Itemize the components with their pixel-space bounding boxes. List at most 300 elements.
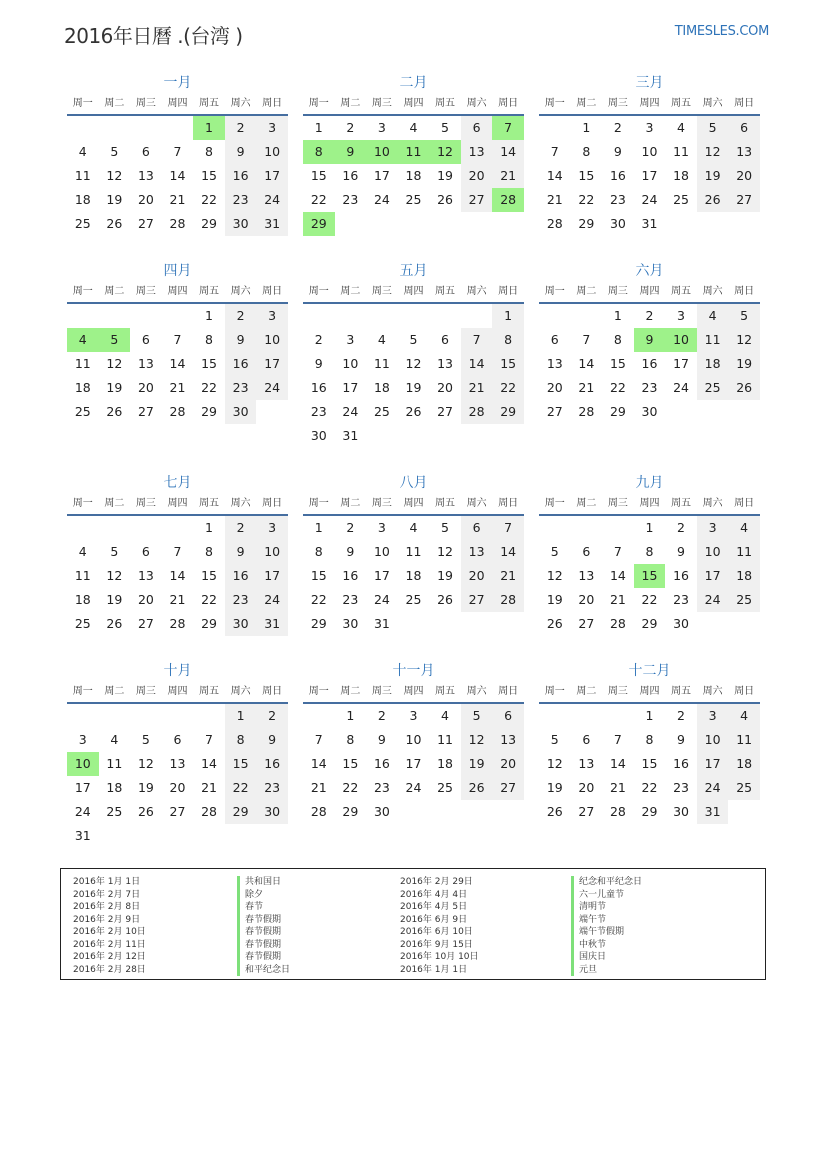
day-cell: 4 — [441, 708, 449, 723]
month-calendar — [303, 72, 524, 236]
empty-cell — [67, 516, 99, 540]
empty-cell — [602, 516, 634, 540]
day-cell: 23 — [641, 380, 658, 395]
day-cell: 19 — [106, 592, 123, 607]
day-cell: 3 — [256, 116, 288, 140]
day-cell: 27 — [137, 216, 154, 231]
day-cell: 14 — [578, 356, 595, 371]
weekday-label: 周四 — [403, 286, 424, 297]
day-cell: 17 — [74, 780, 91, 795]
site-link[interactable]: TIMESLES.COM — [674, 24, 769, 39]
day-cell: 18 — [405, 568, 422, 583]
day-cell: 23 — [256, 776, 288, 800]
days-grid — [539, 304, 760, 424]
weekday-label: 周六 — [230, 686, 251, 697]
day-cell: 31 — [256, 612, 288, 636]
day-cell: 30 — [256, 800, 288, 824]
day-cell: 28 — [578, 404, 595, 419]
day-cell: 19 — [106, 380, 123, 395]
day-cell: 27 — [169, 804, 186, 819]
weekday-label: 周五 — [671, 98, 692, 109]
day-cell: 8 — [205, 332, 213, 347]
day-cell: 31 — [373, 616, 390, 631]
day-cell: 21 — [169, 380, 186, 395]
month-title: 八月 — [399, 475, 428, 491]
day-cell: 2 — [677, 708, 685, 723]
month-title: 三月 — [635, 75, 664, 91]
day-cell: 22 — [641, 780, 658, 795]
holiday-date: 2016年 2月 9日 — [73, 914, 141, 925]
holiday-name: 春节假期 — [237, 939, 290, 952]
day-cell: 29 — [641, 804, 658, 819]
day-cell: 27 — [578, 804, 595, 819]
day-cell: 12 — [437, 544, 453, 559]
holiday-date: 2016年 2月 12日 — [73, 952, 146, 962]
day-cell: 7 — [173, 332, 182, 347]
weekday-label: 周一 — [308, 286, 329, 297]
empty-cell — [539, 516, 571, 540]
day-cell: 12 — [546, 756, 563, 771]
holiday-name: 春节假期 — [237, 914, 290, 927]
day-cell: 29 — [609, 404, 626, 419]
weekday-label: 周六 — [230, 286, 251, 297]
weekday-label: 周日 — [498, 98, 519, 109]
days-grid — [67, 304, 288, 424]
holiday-day-cell: 28 — [492, 188, 524, 212]
day-cell: 29 — [201, 404, 217, 419]
day-cell: 21 — [578, 380, 595, 395]
holiday-names-column-2 — [571, 876, 642, 976]
day-cell: 12 — [697, 140, 729, 164]
day-cell: 15 — [641, 756, 658, 771]
empty-cell — [130, 704, 162, 728]
weekday-label: 周二 — [340, 686, 361, 697]
weekday-label: 周日 — [262, 498, 283, 509]
day-cell: 26 — [106, 404, 123, 419]
day-cell: 18 — [728, 752, 760, 776]
days-grid — [539, 516, 760, 636]
day-cell: 10 — [373, 544, 390, 559]
weekday-label: 周五 — [671, 498, 692, 509]
days-grid — [67, 116, 288, 236]
empty-cell — [398, 304, 430, 328]
day-cell: 21 — [310, 780, 327, 795]
weekday-header — [303, 494, 524, 516]
day-cell: 16 — [225, 564, 257, 588]
day-cell: 7 — [173, 144, 182, 159]
day-cell: 29 — [578, 216, 595, 231]
day-cell: 5 — [461, 704, 493, 728]
day-cell: 11 — [673, 144, 689, 159]
day-cell: 19 — [546, 780, 563, 795]
weekday-header — [67, 494, 288, 516]
day-cell: 9 — [225, 540, 257, 564]
holiday-day-cell: 11 — [398, 140, 430, 164]
day-cell: 4 — [697, 304, 729, 328]
empty-cell — [130, 304, 162, 328]
holiday-name: 端午节假期 — [571, 926, 642, 939]
month-title: 七月 — [163, 475, 192, 491]
day-cell: 8 — [346, 732, 355, 747]
day-cell: 3 — [346, 332, 355, 347]
day-cell: 14 — [609, 568, 626, 583]
day-cell: 18 — [373, 380, 390, 395]
day-cell: 23 — [342, 192, 359, 207]
weekday-label: 周五 — [671, 286, 692, 297]
day-cell: 18 — [697, 352, 729, 376]
weekday-label: 周日 — [498, 498, 519, 509]
day-cell: 15 — [201, 568, 217, 583]
weekday-label: 周五 — [671, 686, 692, 697]
day-cell: 9 — [256, 728, 288, 752]
month-title: 六月 — [635, 263, 664, 279]
day-cell: 12 — [106, 168, 123, 183]
empty-cell — [162, 516, 194, 540]
weekday-label: 周五 — [435, 286, 456, 297]
day-cell: 14 — [169, 356, 186, 371]
weekday-label: 周三 — [371, 286, 392, 297]
day-cell: 1 — [645, 708, 654, 723]
day-cell: 25 — [405, 592, 422, 607]
day-cell: 1 — [582, 120, 591, 135]
weekday-label: 周三 — [371, 98, 392, 109]
day-cell: 4 — [409, 120, 418, 135]
holiday-date: 2016年 1月 1日 — [400, 964, 468, 975]
day-cell: 23 — [673, 592, 689, 607]
holiday-name: 端午节 — [571, 914, 642, 927]
weekday-label: 周一 — [308, 98, 329, 109]
weekday-label: 周五 — [199, 98, 220, 109]
day-cell: 17 — [256, 164, 288, 188]
weekday-label: 周三 — [135, 686, 156, 697]
day-cell: 15 — [310, 568, 327, 583]
day-cell: 1 — [314, 120, 323, 135]
day-cell: 20 — [137, 592, 154, 607]
holiday-date: 2016年 6月 9日 — [400, 914, 468, 925]
day-cell: 20 — [728, 164, 760, 188]
day-cell: 29 — [342, 804, 359, 819]
day-cell: 28 — [310, 804, 327, 819]
day-cell: 21 — [461, 376, 493, 400]
day-cell: 12 — [728, 328, 760, 352]
weekday-label: 周六 — [230, 98, 251, 109]
holiday-day-cell: 5 — [99, 328, 131, 352]
day-cell: 29 — [201, 616, 217, 631]
day-cell: 19 — [697, 164, 729, 188]
month-calendar — [539, 260, 760, 424]
day-cell: 15 — [492, 352, 524, 376]
days-grid — [303, 304, 524, 448]
day-cell: 21 — [609, 592, 626, 607]
day-cell: 23 — [673, 780, 689, 795]
day-cell: 16 — [342, 568, 359, 583]
month-title: 五月 — [399, 263, 428, 279]
weekday-label: 周三 — [371, 498, 392, 509]
day-cell: 24 — [405, 780, 422, 795]
day-cell: 16 — [609, 168, 626, 183]
day-cell: 7 — [492, 516, 524, 540]
day-cell: 6 — [141, 144, 150, 159]
day-cell: 19 — [546, 592, 563, 607]
weekday-label: 周一 — [308, 686, 329, 697]
weekday-label: 周三 — [371, 686, 392, 697]
day-cell: 4 — [728, 516, 760, 540]
day-cell: 10 — [342, 356, 359, 371]
day-cell: 19 — [437, 168, 453, 183]
weekday-label: 周日 — [734, 98, 755, 109]
day-cell: 7 — [613, 544, 622, 559]
day-cell: 20 — [437, 380, 453, 395]
day-cell: 16 — [673, 568, 689, 583]
day-cell: 17 — [256, 564, 288, 588]
holiday-date: 2016年 4月 4日 — [400, 889, 468, 900]
weekday-label: 周二 — [340, 498, 361, 509]
holiday-day-cell: 29 — [303, 212, 335, 236]
day-cell: 6 — [173, 732, 182, 747]
day-cell: 1 — [346, 708, 355, 723]
weekday-label: 周一 — [72, 286, 93, 297]
day-cell: 20 — [492, 752, 524, 776]
weekday-label: 周一 — [72, 498, 93, 509]
day-cell: 31 — [342, 428, 359, 443]
day-cell: 3 — [377, 520, 386, 535]
day-cell: 5 — [550, 544, 559, 559]
weekday-label: 周一 — [72, 686, 93, 697]
day-cell: 12 — [546, 568, 563, 583]
day-cell: 12 — [137, 756, 154, 771]
day-cell: 25 — [728, 588, 760, 612]
day-cell: 2 — [225, 516, 257, 540]
day-cell: 30 — [641, 404, 658, 419]
day-cell: 27 — [492, 776, 524, 800]
day-cell: 1 — [492, 304, 524, 328]
day-cell: 26 — [437, 592, 453, 607]
empty-cell — [571, 704, 603, 728]
day-cell: 3 — [256, 516, 288, 540]
holiday-day-cell: 10 — [67, 752, 99, 776]
weekday-label: 周三 — [607, 686, 628, 697]
day-cell: 4 — [677, 120, 685, 135]
holiday-date: 2016年 2月 29日 — [400, 877, 473, 887]
day-cell: 23 — [225, 188, 257, 212]
day-cell: 1 — [205, 308, 213, 323]
day-cell: 19 — [106, 192, 123, 207]
weekday-label: 周日 — [734, 686, 755, 697]
weekday-label: 周二 — [576, 498, 597, 509]
day-cell: 3 — [377, 120, 386, 135]
day-cell: 9 — [314, 356, 323, 371]
day-cell: 17 — [697, 752, 729, 776]
weekday-header — [539, 282, 760, 304]
day-cell: 8 — [613, 332, 622, 347]
day-cell: 3 — [409, 708, 418, 723]
day-cell: 18 — [728, 564, 760, 588]
weekday-label: 周一 — [544, 98, 565, 109]
day-cell: 27 — [578, 616, 595, 631]
day-cell: 6 — [461, 516, 493, 540]
holiday-day-cell: 9 — [335, 140, 367, 164]
weekday-label: 周日 — [262, 686, 283, 697]
empty-cell — [99, 704, 131, 728]
day-cell: 24 — [256, 588, 288, 612]
day-cell: 30 — [225, 612, 257, 636]
month-title: 九月 — [635, 475, 664, 491]
day-cell: 4 — [377, 332, 386, 347]
weekday-label: 周四 — [167, 498, 188, 509]
day-cell: 14 — [461, 352, 493, 376]
empty-cell — [539, 116, 571, 140]
day-cell: 28 — [492, 588, 524, 612]
day-cell: 19 — [728, 352, 760, 376]
empty-cell — [99, 116, 131, 140]
day-cell: 1 — [205, 520, 213, 535]
day-cell: 27 — [728, 188, 760, 212]
day-cell: 13 — [492, 728, 524, 752]
day-cell: 13 — [137, 568, 154, 583]
day-cell: 24 — [373, 192, 390, 207]
day-cell: 25 — [74, 216, 91, 231]
page-title: 2016年日曆 .(台湾 ) — [64, 24, 243, 48]
day-cell: 22 — [201, 380, 217, 395]
weekday-label: 周五 — [199, 498, 220, 509]
day-cell: 18 — [74, 380, 91, 395]
weekday-label: 周三 — [135, 286, 156, 297]
day-cell: 22 — [641, 592, 658, 607]
day-cell: 9 — [346, 544, 355, 559]
day-cell: 21 — [492, 564, 524, 588]
weekday-label: 周日 — [262, 286, 283, 297]
day-cell: 31 — [697, 800, 729, 824]
weekday-label: 周一 — [544, 686, 565, 697]
day-cell: 17 — [373, 568, 390, 583]
day-cell: 23 — [225, 588, 257, 612]
day-cell: 6 — [141, 544, 150, 559]
day-cell: 17 — [641, 168, 658, 183]
weekday-label: 周三 — [135, 498, 156, 509]
weekday-label: 周五 — [435, 686, 456, 697]
holiday-name: 除夕 — [237, 889, 290, 902]
day-cell: 16 — [673, 756, 689, 771]
day-cell: 30 — [225, 212, 257, 236]
weekday-label: 周一 — [308, 498, 329, 509]
day-cell: 11 — [373, 356, 390, 371]
day-cell: 24 — [697, 776, 729, 800]
weekday-label: 周一 — [72, 98, 93, 109]
day-cell: 8 — [582, 144, 591, 159]
day-cell: 29 — [492, 400, 524, 424]
day-cell: 8 — [645, 544, 654, 559]
days-grid — [303, 704, 524, 824]
day-cell: 21 — [492, 164, 524, 188]
day-cell: 15 — [225, 752, 257, 776]
day-cell: 26 — [461, 776, 493, 800]
day-cell: 24 — [256, 376, 288, 400]
day-cell: 25 — [74, 404, 91, 419]
day-cell: 27 — [137, 404, 154, 419]
day-cell: 28 — [461, 400, 493, 424]
day-cell: 2 — [225, 116, 257, 140]
day-cell: 27 — [461, 188, 493, 212]
day-cell: 21 — [169, 592, 186, 607]
weekday-header — [539, 94, 760, 116]
weekday-label: 周六 — [702, 498, 723, 509]
day-cell: 28 — [201, 804, 217, 819]
month-calendar — [539, 660, 760, 824]
holiday-name: 春节 — [237, 901, 290, 914]
day-cell: 6 — [441, 332, 449, 347]
day-cell: 17 — [373, 168, 390, 183]
day-cell: 6 — [550, 332, 559, 347]
weekday-label: 周二 — [576, 98, 597, 109]
day-cell: 1 — [314, 520, 323, 535]
empty-cell — [539, 304, 571, 328]
day-cell: 9 — [377, 732, 386, 747]
day-cell: 23 — [609, 192, 626, 207]
day-cell: 11 — [697, 328, 729, 352]
empty-cell — [67, 116, 99, 140]
holiday-date: 2016年 9月 15日 — [400, 939, 473, 950]
empty-cell — [429, 304, 461, 328]
day-cell: 4 — [78, 544, 87, 559]
day-cell: 10 — [697, 728, 729, 752]
day-cell: 7 — [173, 544, 182, 559]
empty-cell — [303, 304, 335, 328]
day-cell: 5 — [441, 520, 449, 535]
holiday-date: 2016年 2月 11日 — [73, 939, 146, 950]
day-cell: 13 — [546, 356, 563, 371]
day-cell: 24 — [256, 188, 288, 212]
day-cell: 31 — [74, 828, 91, 843]
holiday-name: 春节假期 — [237, 926, 290, 939]
day-cell: 6 — [728, 116, 760, 140]
holiday-name: 春节假期 — [237, 951, 290, 964]
day-cell: 2 — [314, 332, 323, 347]
holiday-name: 和平纪念日 — [237, 964, 290, 977]
day-cell: 6 — [492, 704, 524, 728]
day-cell: 22 — [310, 192, 327, 207]
weekday-label: 周六 — [466, 98, 487, 109]
day-cell: 9 — [613, 144, 622, 159]
day-cell: 10 — [405, 732, 422, 747]
day-cell: 14 — [201, 756, 217, 771]
empty-cell — [130, 516, 162, 540]
day-cell: 8 — [205, 544, 213, 559]
day-cell: 13 — [137, 168, 154, 183]
holiday-day-cell: 10 — [366, 140, 398, 164]
day-cell: 8 — [225, 728, 257, 752]
holiday-name: 六一儿童节 — [571, 889, 642, 902]
month-calendar — [539, 472, 760, 636]
weekday-label: 周二 — [576, 686, 597, 697]
holiday-name: 共和国日 — [237, 876, 290, 889]
month-title: 二月 — [399, 75, 428, 91]
day-cell: 20 — [169, 780, 186, 795]
day-cell: 17 — [673, 356, 689, 371]
empty-cell — [539, 704, 571, 728]
day-cell: 24 — [697, 588, 729, 612]
day-cell: 21 — [201, 780, 217, 795]
holiday-date: 2016年 2月 8日 — [73, 902, 141, 912]
day-cell: 18 — [106, 780, 123, 795]
weekday-label: 周六 — [466, 286, 487, 297]
day-cell: 7 — [205, 732, 213, 747]
day-cell: 20 — [578, 780, 595, 795]
day-cell: 29 — [641, 616, 658, 631]
weekday-label: 周三 — [135, 98, 156, 109]
day-cell: 25 — [74, 616, 91, 631]
day-cell: 25 — [106, 804, 123, 819]
weekday-label: 周三 — [607, 286, 628, 297]
